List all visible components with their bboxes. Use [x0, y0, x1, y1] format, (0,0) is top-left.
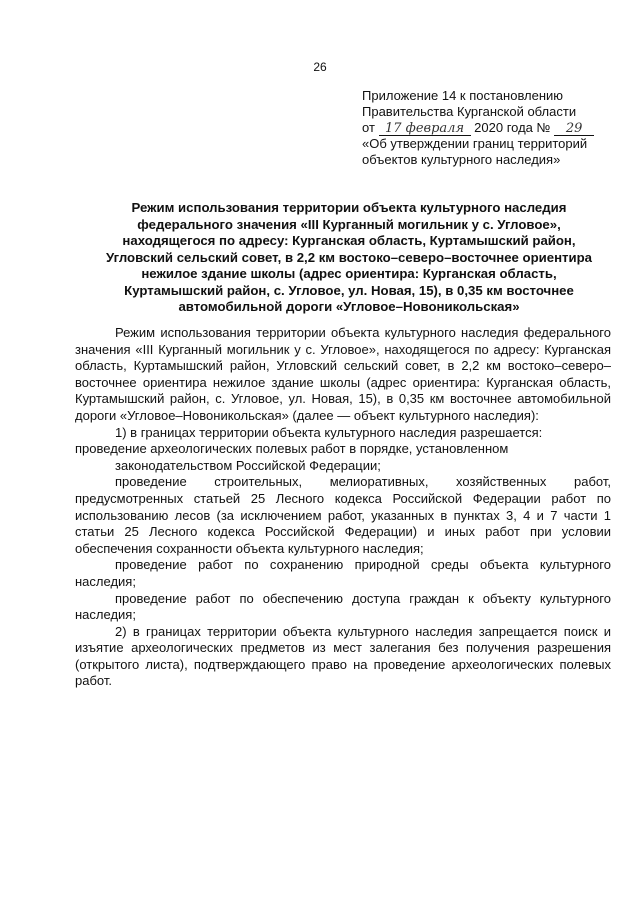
body-paragraph-nature: проведение работ по сохранению природной среды объекта культурного наследия; [75, 557, 611, 589]
document-body [75, 325, 611, 690]
annex-subject-line-2: объектов культурного наследия» [362, 152, 561, 167]
body-paragraph-construction: проведение строительных, мелиоративных, хозяйственных работ, предусмотренных статьей 25 Лесного кодекса Российской Федерации работ по использованию лесов (за исключением работ, указанных в пунктах 3, 4 и 7 части 1 статьи 25 Лесного кодекса Российской Федерации) и иных работ при условии обеспечения сохранности объекта культурного наследия; [75, 474, 611, 556]
annex-date-line [362, 120, 612, 136]
handwritten-date: 17 февраля [379, 122, 471, 136]
annex-header [362, 88, 612, 168]
annex-line-2: Правительства Курганской области [362, 104, 577, 119]
body-paragraph-access: проведение работ по обеспечению доступа граждан к объекту культурного наследия; [75, 590, 611, 623]
annex-subject-line-1: «Об утверждении границ территорий [362, 136, 588, 151]
body-paragraph-legislation: законодательством Российской Федерации; [115, 457, 381, 473]
document-title: Режим использования территории объекта культурного наследия федерального значения «III Курганный могильник у с. Угловое», находящегося по адресу: Курганская область, Куртамышский район, Угловский сельский совет, в 2,2 км востоко–северо–восточнее ориентира нежилое здание школы (адрес ориентира: Курганская область, Куртамышский район, с. Угловое, ул. Новая, 15), в 0,35 км восточнее автомобильной дороги «Угловое–Новоникольская» [105, 200, 592, 314]
handwritten-number: 29 [554, 122, 594, 136]
annex-year-text: 2020 года № [474, 120, 551, 135]
body-paragraph-prohibited: 2) в границах территории объекта культурного наследия запрещается поиск и изъятие археологических предметов из мест залегания без получения разрешения (открытого листа), подтверждающего право на проведение археологических полевых работ. [75, 623, 611, 689]
annex-from-prefix: от [362, 120, 375, 135]
annex-line-1: Приложение 14 к постановлению [362, 88, 564, 103]
body-paragraph-intro: Режим использования территории объекта культурного наследия федерального значения «III Курганный могильник у с. Угловое», находящегося по адресу: Курганская область, Куртамышский район, Угловский сельский совет, в 2,2 км востоко–северо–восточнее ориентира нежилое здание школы (адрес ориентира: Курганская область, Куртамышский район, с. Угловое, ул. Новая, 15), в 0,35 км восточнее автомобильной дороги «Угловое–Новоникольская» (далее — объект культурного наследия): [75, 325, 611, 423]
body-paragraph-permitted: 1) в границах территории объекта культурного наследия разрешается: [115, 424, 543, 440]
body-paragraph-archaeology: проведение археологических полевых работ в порядке, установленном [75, 441, 509, 457]
page-number: 26 [313, 60, 327, 74]
